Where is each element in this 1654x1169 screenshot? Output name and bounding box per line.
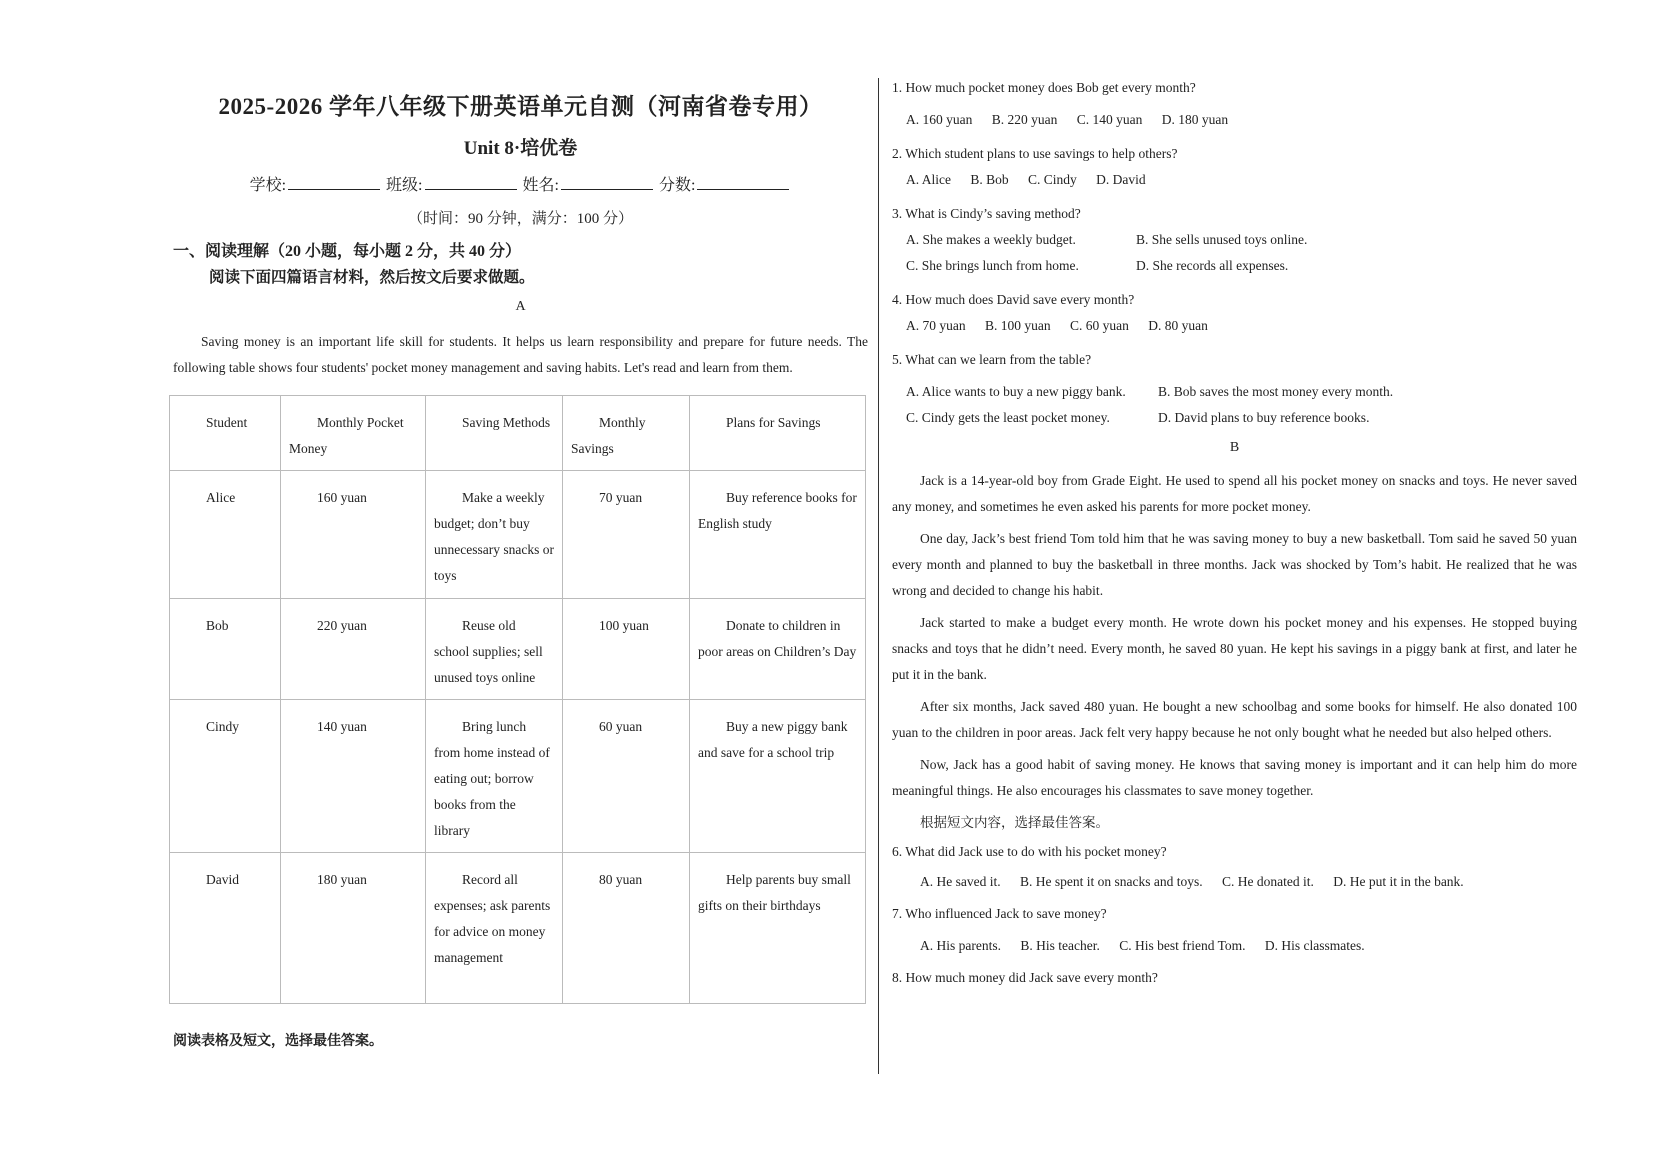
question-3: 3. What is Cindy’s saving method? <box>892 206 1081 221</box>
question-6-options <box>892 874 1577 890</box>
school-blank <box>288 175 380 190</box>
cell-student: David <box>170 853 281 1004</box>
option: B. His teacher. <box>1020 938 1100 953</box>
question-7: 7. Who influenced Jack to save money? <box>892 906 1107 921</box>
page-title: 2025-2026 学年八年级下册英语单元自测（河南省卷专用） <box>218 94 823 119</box>
option: B. Bob saves the most money every month. <box>1158 384 1394 399</box>
question-3-options-row-2 <box>892 258 1577 274</box>
class-label: 班级: <box>386 177 423 194</box>
passage-b-instruction: 根据短文内容，选择最佳答案。 <box>920 815 1109 830</box>
table-row <box>170 700 866 853</box>
cell-savings: 100 yuan <box>563 599 690 700</box>
cell-pocket: 180 yuan <box>281 853 426 1004</box>
page-subtitle: Unit 8·培优卷 <box>463 138 578 159</box>
name-label: 姓名: <box>522 177 559 194</box>
question-5: 5. What can we learn from the table? <box>892 352 1092 367</box>
question-8: 8. How much money did Jack save every month? <box>892 970 1158 985</box>
option: D. David plans to buy reference books. <box>1158 410 1370 425</box>
option: D. His classmates. <box>1264 938 1365 953</box>
section-heading: 一、阅读理解（20 小题，每小题 2 分，共 40 分） <box>173 243 522 260</box>
question-4-options <box>892 318 1577 334</box>
name-blank <box>561 175 653 190</box>
option: A. Alice wants to buy a new piggy bank. <box>906 384 1126 399</box>
cell-student: Alice <box>170 471 281 599</box>
table-row <box>170 853 866 1004</box>
option: A. 70 yuan <box>906 318 966 333</box>
cell-pocket: 140 yuan <box>281 700 426 853</box>
option: C. Cindy gets the least pocket money. <box>906 410 1110 425</box>
option: A. She makes a weekly budget. <box>906 232 1076 247</box>
option: D. She records all expenses. <box>1136 258 1289 273</box>
option: D. He put it in the bank. <box>1333 874 1464 889</box>
time-info: （时间：90 分钟，满分：100 分） <box>407 211 633 227</box>
question-6: 6. What did Jack use to do with his pocket money? <box>892 844 1167 859</box>
cell-savings: 80 yuan <box>563 853 690 1004</box>
cell-pocket: 160 yuan <box>281 471 426 599</box>
passage-b-paragraph: Jack is a 14-year-old boy from Grade Eight. He used to spend all his pocket money on snacks and toys. He never saved any money, and sometimes he even asked his parents for more pocket money. <box>892 473 1577 514</box>
passage-a-intro: Saving money is an important life skill for students. It helps us learn responsibility and prepare for future needs. The following table shows four students' pocket money management and saving habits. Let's read and learn from them. <box>173 334 868 375</box>
cell-method: Reuse old school supplies; sell unused toys online <box>426 599 563 700</box>
option: A. He saved it. <box>920 874 1001 889</box>
table-header-cell: Monthly Savings <box>563 396 690 471</box>
passage-a-letter: A <box>515 299 526 314</box>
option: D. 80 yuan <box>1148 318 1208 333</box>
cell-plan: Help parents buy small gifts on their birthdays <box>690 853 866 1004</box>
option: C. 140 yuan <box>1076 112 1143 127</box>
class-blank <box>425 175 517 190</box>
section-instruction: 阅读下面四篇语言材料，然后按文后要求做题。 <box>209 269 535 286</box>
question-3-options-row-1 <box>892 232 1577 248</box>
passage-b-paragraph: Jack started to make a budget every month. He wrote down his pocket money and his expenses. He stopped buying snacks and toys that he didn’t need. Every month, he saved 80 yuan. He kept his savings in a piggy bank at first, and later he put it in the bank. <box>892 615 1577 682</box>
column-divider <box>878 78 879 1074</box>
option: D. David <box>1096 172 1146 187</box>
score-blank <box>697 175 789 190</box>
option: C. His best friend Tom. <box>1119 938 1246 953</box>
option: B. He spent it on snacks and toys. <box>1019 874 1203 889</box>
cell-student: Bob <box>170 599 281 700</box>
cell-plan: Buy reference books for English study <box>690 471 866 599</box>
cell-method: Bring lunch from home instead of eating out; borrow books from the library <box>426 700 563 853</box>
table-header-cell: Saving Methods <box>426 396 563 471</box>
school-label: 学校: <box>249 177 287 194</box>
passage-b-letter: B <box>1229 440 1240 455</box>
savings-table <box>169 395 866 1004</box>
option: C. Cindy <box>1028 172 1077 187</box>
option: D. 180 yuan <box>1161 112 1229 127</box>
option: B. Bob <box>970 172 1009 187</box>
table-header-cell: Plans for Savings <box>690 396 866 471</box>
cell-method: Make a weekly budget; don’t buy unnecessary snacks or toys <box>426 471 563 599</box>
closing-instruction: 阅读表格及短文，选择最佳答案。 <box>173 1034 383 1049</box>
table-header-cell: Monthly Pocket Money <box>281 396 426 471</box>
cell-savings: 70 yuan <box>563 471 690 599</box>
question-4: 4. How much does David save every month? <box>892 292 1135 307</box>
option: A. His parents. <box>920 938 1001 953</box>
cell-pocket: 220 yuan <box>281 599 426 700</box>
left-column <box>173 80 868 1050</box>
student-info-line <box>173 172 868 195</box>
cell-method: Record all expenses; ask parents for advice on money management <box>426 853 563 1004</box>
cell-savings: 60 yuan <box>563 700 690 853</box>
cell-plan: Donate to children in poor areas on Children’s Day <box>690 599 866 700</box>
question-2-options <box>892 172 1577 188</box>
option: C. He donated it. <box>1221 874 1314 889</box>
question-5-options-row-1 <box>892 384 1577 400</box>
option: A. Alice <box>906 172 951 187</box>
option: B. 100 yuan <box>985 318 1051 333</box>
passage-b-paragraph: One day, Jack’s best friend Tom told him that he was saving money to buy a new basketball. Tom said he saved 50 yuan every month and planned to buy the basketball in three months. Jack was shocked by Tom’s habit. He realized that he was wrong and decided to change his habit. <box>892 531 1577 598</box>
option: A. 160 yuan <box>906 112 973 127</box>
passage-b-paragraph: After six months, Jack saved 480 yuan. He bought a new schoolbag and some books for himself. He also donated 100 yuan to the children in poor areas. Jack felt very happy because he not only bought what he needed but also helped others. <box>892 699 1577 740</box>
score-label: 分数: <box>658 177 696 194</box>
passage-b-paragraph: Now, Jack has a good habit of saving money. He knows that saving money is important and it can help him do more meaningful things. He also encourages his classmates to save money together. <box>892 757 1577 798</box>
question-2: 2. Which student plans to use savings to help others? <box>892 146 1178 161</box>
option: C. She brings lunch from home. <box>906 258 1079 273</box>
question-1: 1. How much pocket money does Bob get every month? <box>892 80 1196 95</box>
option: B. She sells unused toys online. <box>1136 232 1308 247</box>
right-column <box>892 80 1577 986</box>
question-5-options-row-2 <box>892 410 1577 426</box>
table-header-row <box>170 396 866 471</box>
question-7-options <box>892 938 1577 954</box>
table-header-cell: Student <box>170 396 281 471</box>
cell-student: Cindy <box>170 700 281 853</box>
option: B. 220 yuan <box>991 112 1058 127</box>
table-row <box>170 471 866 599</box>
cell-plan: Buy a new piggy bank and save for a school trip <box>690 700 866 853</box>
question-1-options <box>892 112 1577 128</box>
table-row <box>170 599 866 700</box>
option: C. 60 yuan <box>1070 318 1129 333</box>
